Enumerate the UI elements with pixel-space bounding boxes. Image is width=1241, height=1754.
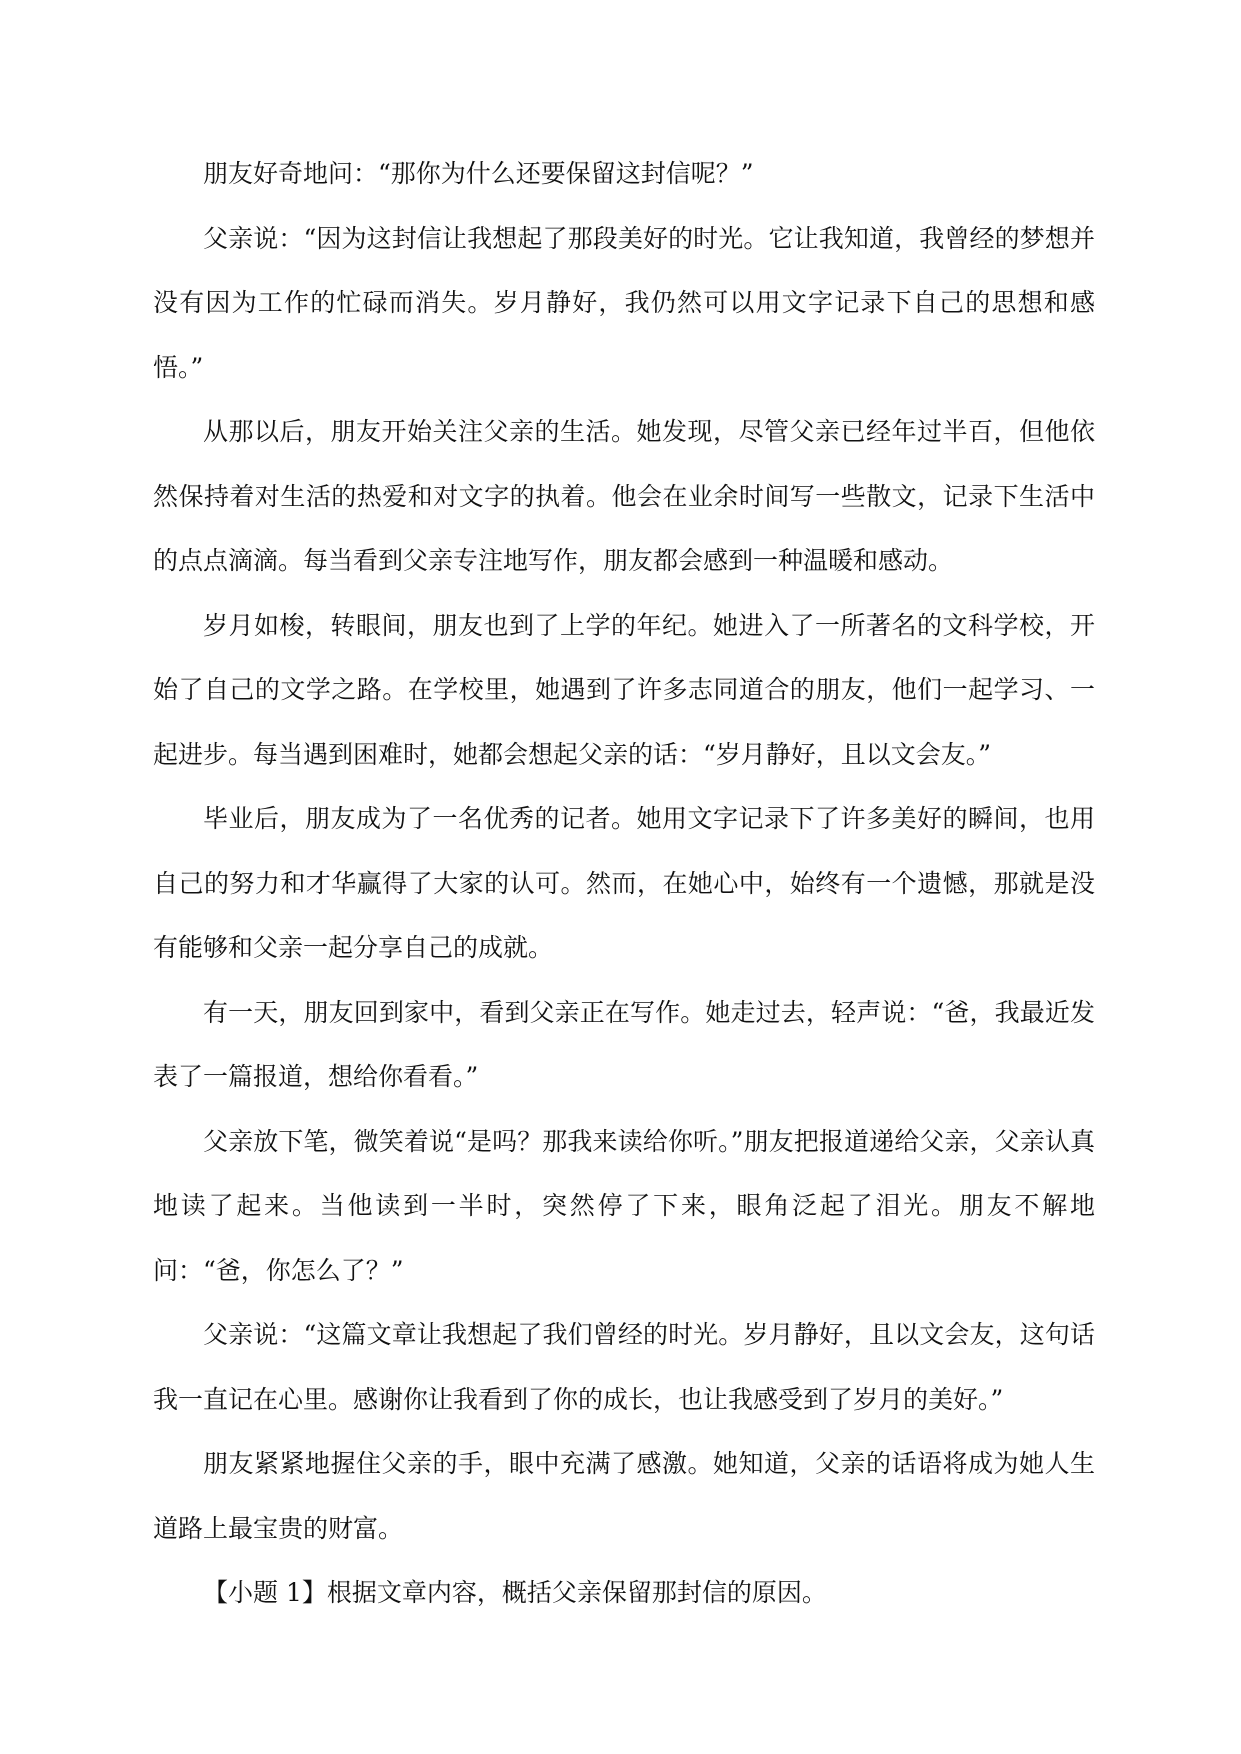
paragraph: 朋友紧紧地握住父亲的手，眼中充满了感激。她知道，父亲的话语将成为她人生道路上最宝贵的财富。 [153,1449,1095,1543]
paragraph: 有一天，朋友回到家中，看到父亲正在写作。她走过去，轻声说：“爸，我最近发表了一篇报道，想给你看看。” [153,997,1095,1091]
document-body [153,142,1095,1626]
paragraph: 父亲说：“因为这封信让我想起了那段美好的时光。它让我知道，我曾经的梦想并没有因为工作的忙碌而消失。岁月静好，我仍然可以用文字记录下自己的思想和感悟。” [153,223,1095,382]
paragraph: 从那以后，朋友开始关注父亲的生活。她发现，尽管父亲已经年过半百，但他依然保持着对生活的热爱和对文字的执着。他会在业余时间写一些散文，记录下生活中的点点滴滴。每当看到父亲专注地写作，朋友都会感到一种温暖和感动。 [153,417,1095,575]
paragraph: 父亲说：“这篇文章让我想起了我们曾经的时光。岁月静好，且以文会友，这句话我一直记在心里。感谢你让我看到了你的成长，也让我感受到了岁月的美好。” [153,1320,1095,1414]
paragraph: 毕业后，朋友成为了一名优秀的记者。她用文字记录下了许多美好的瞬间，也用自己的努力和才华赢得了大家的认可。然而，在她心中，始终有一个遗憾，那就是没有能够和父亲一起分享自己的成就。 [153,804,1095,962]
question-prompt: 【小题 1】根据文章内容，概括父亲保留那封信的原因。 [203,1578,827,1607]
paragraph: 朋友好奇地问：“那你为什么还要保留这封信呢？” [203,159,754,188]
paragraph: 岁月如梭，转眼间，朋友也到了上学的年纪。她进入了一所著名的文科学校，开始了自己的文学之路。在学校里，她遇到了许多志同道合的朋友，他们一起学习、一起进步。每当遇到困难时，她都会想起父亲的话：“岁月静好，且以文会友。” [153,610,1095,769]
paragraph: 父亲放下笔，微笑着说“是吗？那我来读给你听。”朋友把报道递给父亲，父亲认真地读了起来。当他读到一半时，突然停了下来，眼角泛起了泪光。朋友不解地问：“爸，你怎么了？” [153,1126,1095,1285]
